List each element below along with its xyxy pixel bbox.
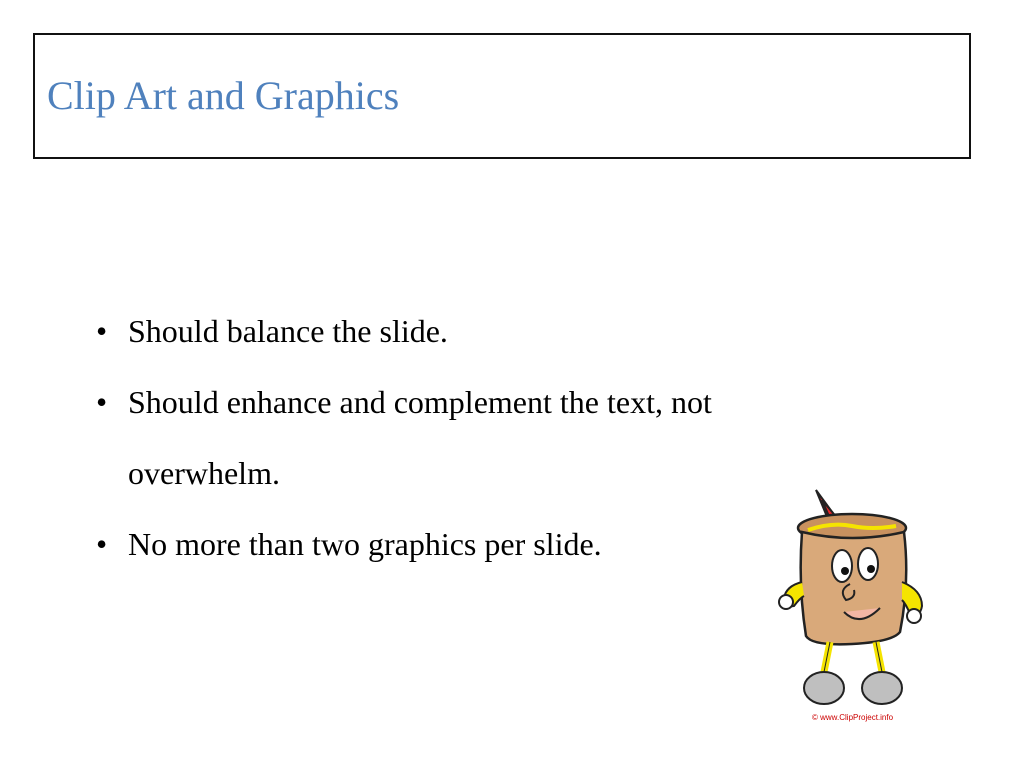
right-pupil [867,565,875,573]
bullet-text: Should balance the slide. [128,313,448,349]
bullet-list [96,296,796,580]
scroll-body [801,532,907,644]
right-shoe [862,672,902,704]
title-placeholder [33,33,971,159]
bullet-text: Should enhance and complement the text, not overwhelm. [128,384,712,491]
left-pupil [841,567,849,575]
bullet-text: No more than two graphics per slide. [128,526,602,562]
bullet-dot: • [96,313,108,349]
clipart-credit: © www.ClipProject.info [812,713,894,722]
bullet-item [96,509,796,580]
slide-title: Clip Art and Graphics [47,73,400,118]
bullet-dot: • [96,384,108,420]
scroll-character-clipart [772,486,932,716]
bullet-item [96,296,796,367]
left-shoe [804,672,844,704]
right-glove [907,609,921,623]
bullet-dot: • [96,526,108,562]
bullet-item [96,367,796,509]
left-glove [779,595,793,609]
right-eye [858,548,878,580]
left-eye [832,550,852,582]
